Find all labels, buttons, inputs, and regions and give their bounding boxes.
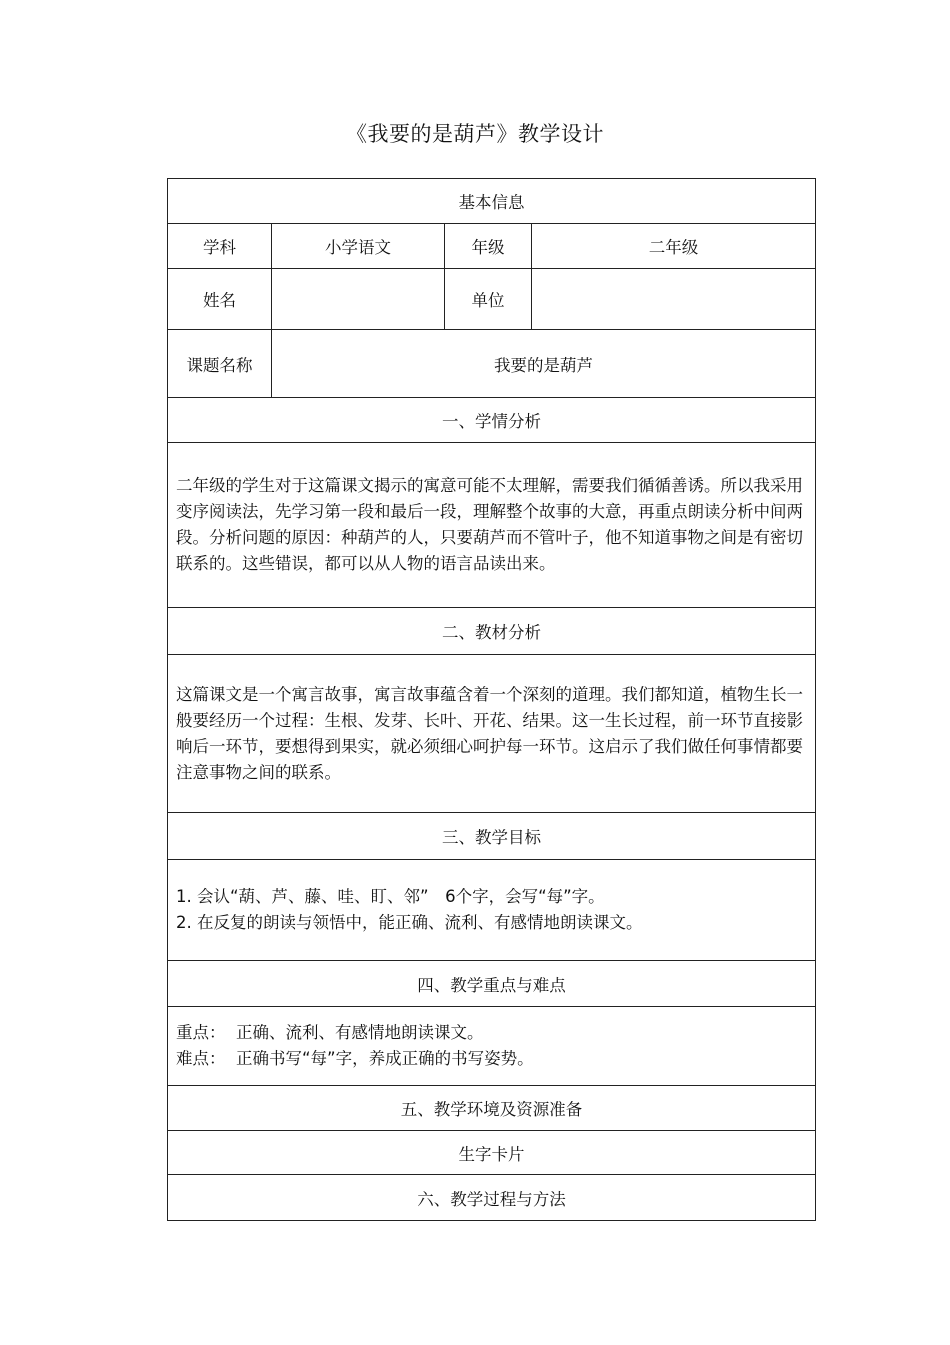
section-heading-resources: 五、教学环境及资源准备 [168, 1086, 816, 1131]
basic-info-header: 基本信息 [168, 179, 816, 224]
objective-item-1: 1. 会认“葫、芦、藤、哇、盯、邻” 6个字，会写“每”字。 [176, 887, 605, 906]
resources-body: 生字卡片 [168, 1131, 816, 1175]
material-analysis-body: 这篇课文是一个寓言故事，寓言故事蕴含着一个深刻的道理。我们都知道，植物生长一般要经历一个过程：生根、发芽、长叶、开花、结果。这一生长过程，前一环节直接影响后一环节，要想得到果实，就必须细心呵护每一环节。这启示了我们做任何事情都要注意事物之间的联系。 [168, 655, 816, 813]
lesson-plan-table [167, 178, 816, 1221]
topic-value: 我要的是葫芦 [272, 330, 816, 398]
grade-value: 二年级 [532, 224, 816, 269]
subject-label: 学科 [168, 224, 272, 269]
unit-value [532, 269, 816, 330]
learner-analysis-body: 二年级的学生对于这篇课文揭示的寓意可能不太理解，需要我们循循善诱。所以我采用变序阅读法，先学习第一段和最后一段，理解整个故事的大意，再重点朗读分析中间两段。分析问题的原因：种葫芦的人，只要葫芦而不管叶子，他不知道事物之间是有密切联系的。这些错误，都可以从人物的语言品读出来。 [168, 443, 816, 608]
name-value [272, 269, 445, 330]
section-heading-key-points: 四、教学重点与难点 [168, 961, 816, 1007]
section-heading-material-analysis: 二、教材分析 [168, 608, 816, 655]
difficulty-point: 难点： 正确书写“每”字，养成正确的书写姿势。 [176, 1049, 534, 1068]
document-title: 《我要的是葫芦》教学设计 [346, 122, 604, 146]
section-heading-process: 六、教学过程与方法 [168, 1175, 816, 1221]
subject-value: 小学语文 [272, 224, 445, 269]
objectives-body [168, 860, 816, 961]
key-point: 重点： 正确、流利、有感情地朗读课文。 [176, 1023, 484, 1042]
name-label: 姓名 [168, 269, 272, 330]
objective-item-2: 2. 在反复的朗读与领悟中，能正确、流利、有感情地朗读课文。 [176, 913, 643, 932]
unit-label: 单位 [445, 269, 532, 330]
grade-label: 年级 [445, 224, 532, 269]
topic-label: 课题名称 [168, 330, 272, 398]
section-heading-objectives: 三、教学目标 [168, 813, 816, 860]
section-heading-learner-analysis: 一、学情分析 [168, 398, 816, 443]
key-points-body [168, 1007, 816, 1086]
